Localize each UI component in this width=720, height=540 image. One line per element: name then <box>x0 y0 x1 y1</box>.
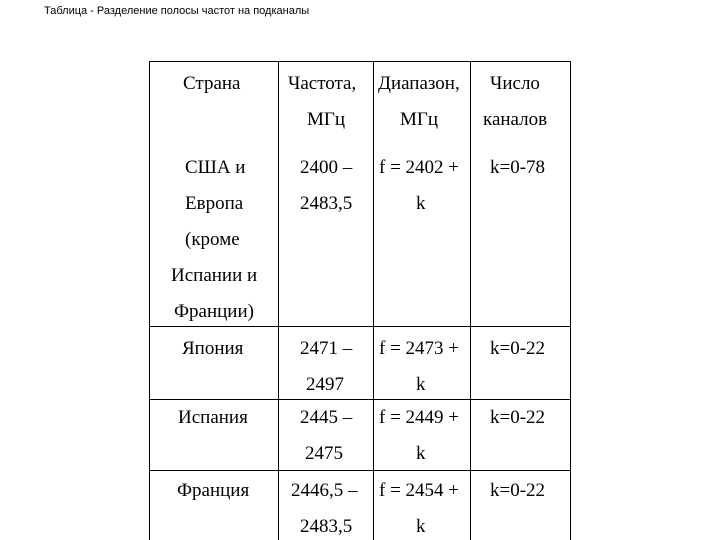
row3-country: Испания <box>178 407 248 428</box>
row1-country-line1: США и <box>185 157 246 178</box>
row4-country: Франция <box>177 480 250 501</box>
row4-range-line1: f = 2454 + <box>379 480 460 501</box>
row3-range-line2: k <box>416 443 426 464</box>
row-divider <box>150 326 570 327</box>
header-range-line2: МГц <box>400 109 439 130</box>
row4-frequency-line1: 2446,5 – <box>291 480 358 501</box>
header-channels-line2: каналов <box>483 109 548 130</box>
row3-frequency-line2: 2475 <box>305 443 343 464</box>
row1-country-line5: Франции) <box>174 301 254 322</box>
frequency-table <box>149 61 571 540</box>
row2-channels: k=0-22 <box>490 338 546 359</box>
header-country: Страна <box>183 73 241 94</box>
row4-range-line2: k <box>416 516 426 537</box>
row4-frequency-line2: 2483,5 <box>300 516 353 537</box>
row4-channels: k=0-22 <box>490 480 546 501</box>
row-divider <box>150 470 570 471</box>
row1-range-line1: f = 2402 + <box>379 157 460 178</box>
header-frequency-line1: Частота, <box>288 73 357 94</box>
column-divider <box>278 62 279 540</box>
row1-channels: k=0-78 <box>490 157 546 178</box>
row1-country-line2: Европа <box>185 193 244 214</box>
column-divider <box>470 62 471 540</box>
row2-country: Япония <box>182 338 244 359</box>
table-caption: Таблица - Разделение полосы частот на подканалы <box>44 5 310 17</box>
row1-country-line3: (кроме <box>185 229 240 250</box>
row1-frequency-line2: 2483,5 <box>300 193 353 214</box>
row1-range-line2: k <box>416 193 426 214</box>
header-range-line1: Диапазон, <box>378 73 460 94</box>
row2-frequency-line2: 2497 <box>306 374 344 395</box>
row1-country-line4: Испании и <box>171 265 258 286</box>
row3-frequency-line1: 2445 – <box>300 407 353 428</box>
header-channels-line1: Число <box>490 73 540 94</box>
row2-range-line1: f = 2473 + <box>379 338 460 359</box>
row3-range-line1: f = 2449 + <box>379 407 460 428</box>
column-divider <box>373 62 374 540</box>
header-frequency-line2: МГц <box>307 109 346 130</box>
row2-range-line2: k <box>416 374 426 395</box>
row2-frequency-line1: 2471 – <box>300 338 353 359</box>
row1-frequency-line1: 2400 – <box>300 157 353 178</box>
row3-channels: k=0-22 <box>490 407 546 428</box>
